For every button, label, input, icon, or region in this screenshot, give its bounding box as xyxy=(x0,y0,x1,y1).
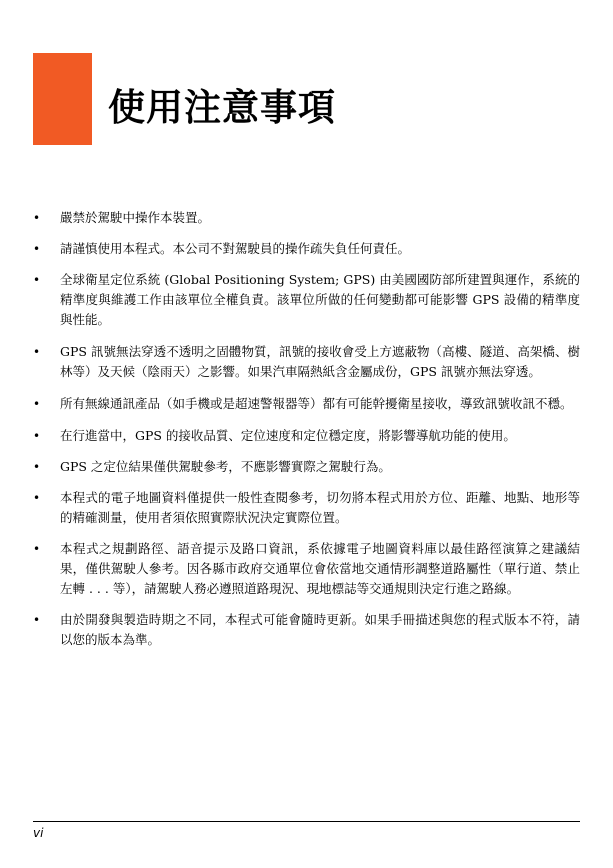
bullet-icon: • xyxy=(33,273,41,287)
usage-notes-list xyxy=(33,208,580,650)
note-text: 在行進當中，GPS 的接收品質、定位速度和定位穩定度，將影響導航功能的使用。 xyxy=(60,428,516,443)
note-text: 本程式之規劃路徑、語音提示及路口資訊，系依據電子地圖資料庫以最佳路徑演算之建議結果，僅供駕駛人參考。因各縣市政府交通單位會依當地交通情形調整道路屬性（單行道、禁止左轉 . . . 等），請駕駛人務必遵照道路現況、現地標誌等交通規則決定行進之路線。 xyxy=(60,541,580,596)
bullet-icon: • xyxy=(33,211,41,225)
page-title: 使用注意事項 xyxy=(108,86,336,129)
note-item xyxy=(33,342,580,382)
note-text: 全球衛星定位系統 (Global Positioning System; GPS) 由美國國防部所建置與運作，系統的精準度與維護工作由該單位全權負責。該單位所做的任何變動都可能影響 GPS 設備的精準度與性能。 xyxy=(60,272,580,327)
title-accent-block xyxy=(33,53,92,145)
note-item xyxy=(33,239,580,259)
bullet-icon: • xyxy=(33,460,41,474)
note-item xyxy=(33,457,580,477)
bullet-icon: • xyxy=(33,397,41,411)
note-text: 所有無線通訊產品（如手機或是超速警報器等）都有可能幹擾衛星接收，導致訊號收訊不穩。 xyxy=(60,396,573,411)
bullet-icon: • xyxy=(33,613,41,627)
note-item xyxy=(33,539,580,599)
bullet-icon: • xyxy=(33,429,41,443)
note-item xyxy=(33,270,580,330)
note-item xyxy=(33,610,580,650)
note-text: 請謹慎使用本程式。本公司不對駕駛員的操作疏失負任何責任。 xyxy=(60,241,411,256)
bullet-icon: • xyxy=(33,542,41,556)
page-number: vi xyxy=(33,826,44,840)
bullet-icon: • xyxy=(33,491,41,505)
bullet-icon: • xyxy=(33,345,41,359)
note-item xyxy=(33,394,580,414)
note-text: 由於開發與製造時期之不同，本程式可能會隨時更新。如果手冊描述與您的程式版本不符，請以您的版本為準。 xyxy=(60,612,580,647)
note-item xyxy=(33,426,580,446)
note-text: 本程式的電子地圖資料僅提供一般性查閱參考，切勿將本程式用於方位、距離、地點、地形等的精確測量，使用者須依照實際狀況決定實際位置。 xyxy=(60,490,580,525)
note-item xyxy=(33,488,580,528)
note-text: GPS 訊號無法穿透不透明之固體物質，訊號的接收會受上方遮蔽物（高樓、隧道、高架橋、樹林等）及天候（陰雨天）之影響。如果汽車隔熱紙含金屬成份，GPS 訊號亦無法穿透。 xyxy=(60,344,580,379)
note-text: 嚴禁於駕駛中操作本裝置。 xyxy=(60,210,211,225)
bullet-icon: • xyxy=(33,242,41,256)
note-text: GPS 之定位結果僅供駕駛參考，不應影響實際之駕駛行為。 xyxy=(60,459,391,474)
note-item xyxy=(33,208,580,228)
footer-divider xyxy=(33,821,580,822)
